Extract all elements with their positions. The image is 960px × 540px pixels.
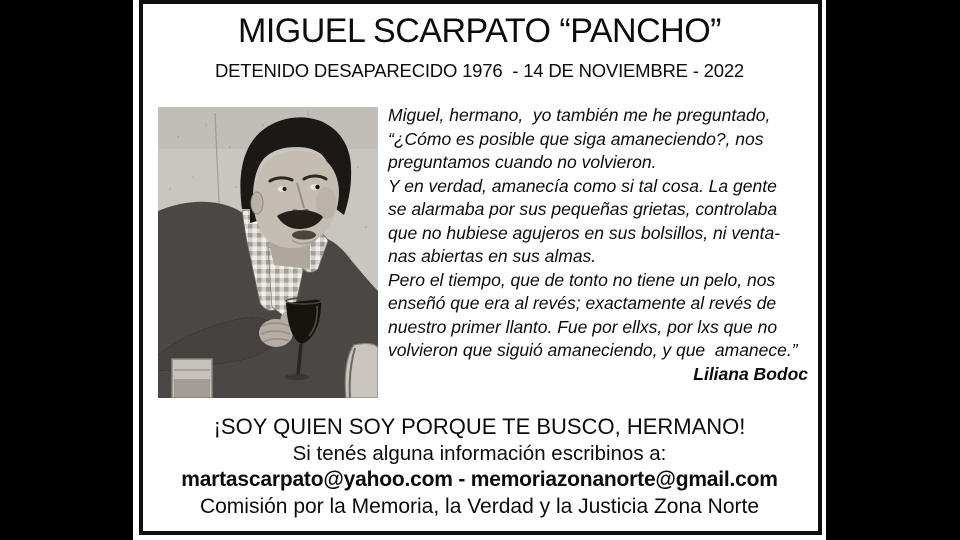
slogan-line: ¡SOY QUIEN SOY PORQUE TE BUSCO, HERMANO! xyxy=(213,414,746,439)
footer-block xyxy=(133,414,826,520)
contact-intro-line: Si tenés alguna información escribinos a: xyxy=(292,441,667,465)
quote-line: que no hubiese agujeros en sus bolsillos, ni venta- xyxy=(388,222,781,243)
quote-line: Y en verdad, amanecía como si tal cosa. La gente xyxy=(388,175,777,196)
portrait-photo-illustration xyxy=(158,107,378,398)
quote-block xyxy=(388,104,808,386)
quote-line: Pero el tiempo, que de tonto no tiene un pelo, nos xyxy=(388,269,776,290)
portrait-photo xyxy=(158,107,378,398)
quote-line: nuestro primer llanto. Fue por ellxs, por lxs que no xyxy=(388,316,778,337)
flyer-card xyxy=(133,0,826,540)
quote-line: se alarmaba por sus pequeñas grietas, controlaba xyxy=(388,199,778,219)
quote-line: volvieron que siguió amaneciendo, y que amanece.” xyxy=(388,340,798,360)
quote-line: Miguel, hermano, yo también me he preguntado, xyxy=(388,105,771,125)
flyer-title: MIGUEL SCARPATO “PANCHO” xyxy=(238,12,721,50)
contact-emails-line: martascarpato@yahoo.com - memoriazonanorte@gmail.com xyxy=(181,468,778,492)
quote-line: enseñó que era al revés; exactamente al revés de xyxy=(388,293,777,313)
quote-line: “¿Cómo es posible que siga amaneciendo?, nos xyxy=(388,128,764,149)
quote-line: preguntamos cuando no volvieron. xyxy=(388,152,657,172)
flyer-subtitle: DETENIDO DESAPARECIDO 1976 - 14 DE NOVIEMBRE - 2022 xyxy=(214,60,744,81)
organization-line: Comisión por la Memoria, la Verdad y la Justicia Zona Norte xyxy=(199,494,760,518)
quote-line: nas abiertas en sus almas. xyxy=(388,246,597,266)
quote-attribution: Liliana Bodoc xyxy=(693,363,808,384)
